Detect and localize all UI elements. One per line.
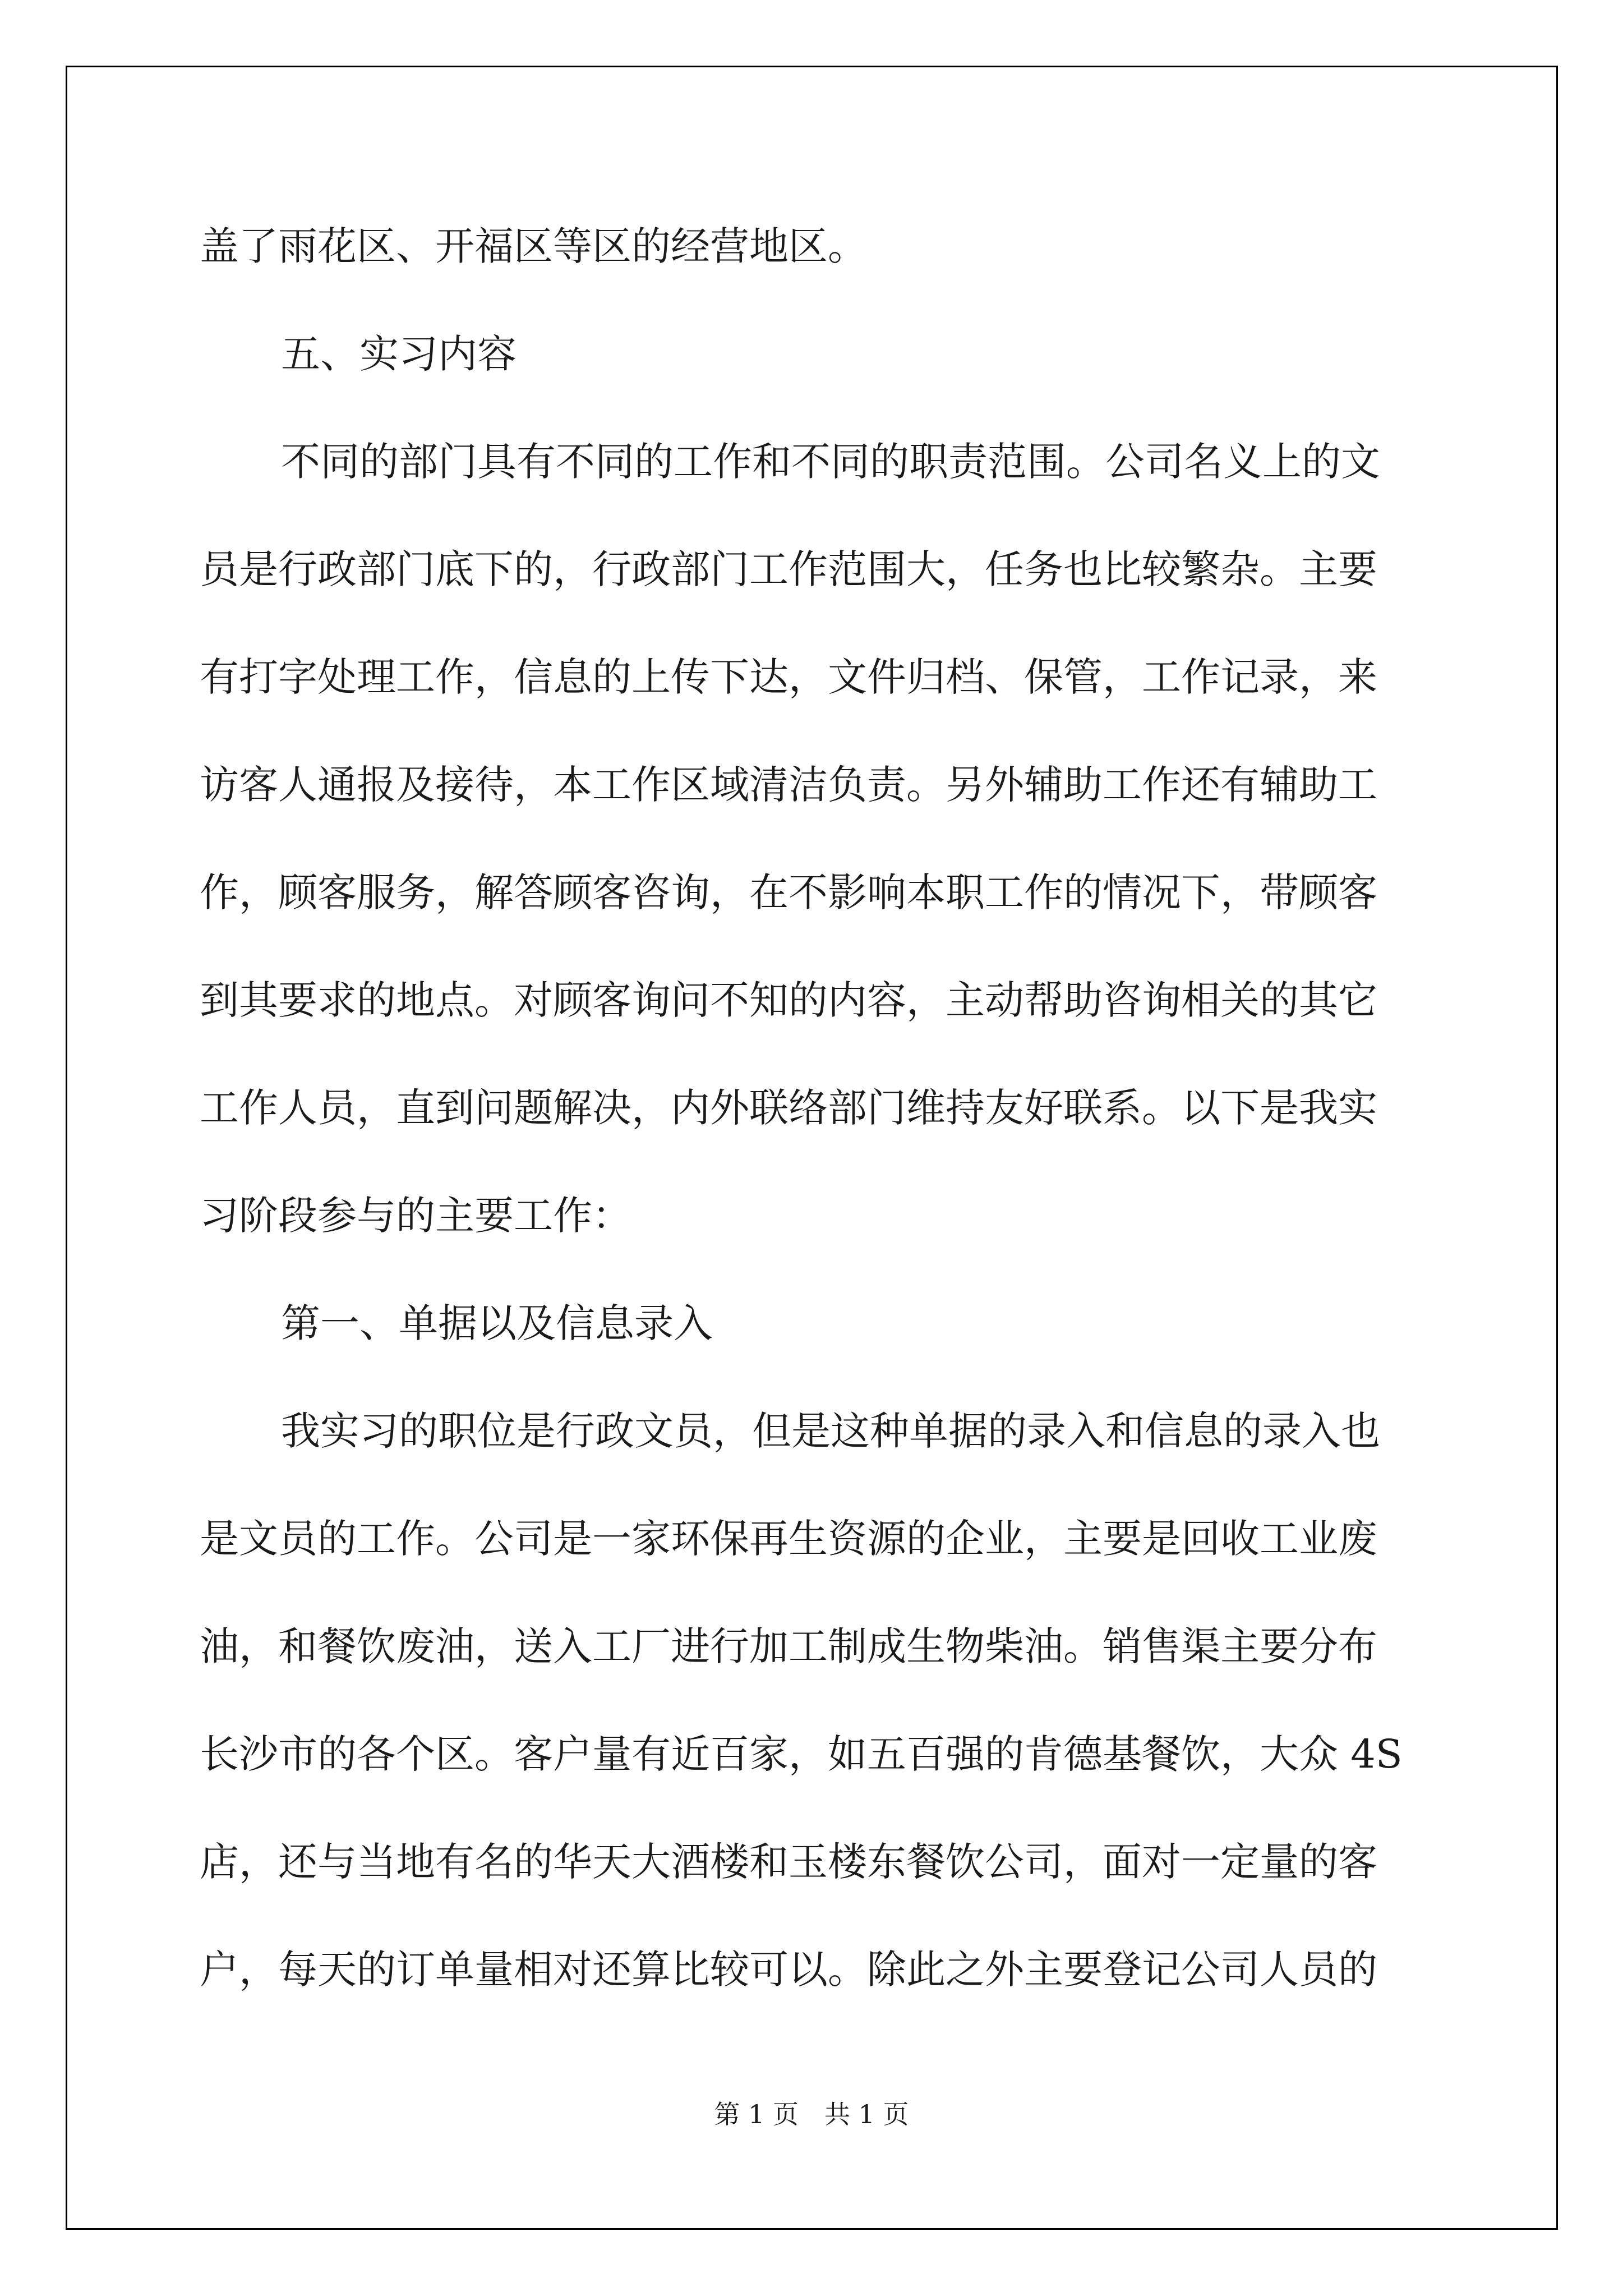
- paragraph-line: 店，还与当地有名的华天大酒楼和玉楼东餐饮公司，面对一定量的客: [200, 1839, 1377, 1885]
- section-heading: 第一、单据以及信息录入: [281, 1300, 713, 1346]
- paragraph-line: 到其要求的地点。对顾客询问不知的内容，主动帮助咨询相关的其它: [200, 977, 1377, 1023]
- section-heading: 五、实习内容: [281, 331, 517, 377]
- paragraph-line: 作，顾客服务，解答顾客咨询，在不影响本职工作的情况下，带顾客: [200, 869, 1377, 915]
- paragraph-line: 长沙市的各个区。客户量有近百家，如五百强的肯德基餐饮，大众 4S: [200, 1731, 1403, 1777]
- paragraph-line: 不同的部门具有不同的工作和不同的职责范围。公司名义上的文: [281, 439, 1380, 485]
- paragraph-line: 有打字处理工作，信息的上传下达，文件归档、保管，工作记录，来: [200, 654, 1377, 700]
- paragraph-line: 盖了雨花区、开福区等区的经营地区。: [200, 223, 867, 269]
- paragraph-line: 访客人通报及接待，本工作区域清洁负责。另外辅助工作还有辅助工: [200, 762, 1377, 808]
- paragraph-line: 工作人员，直到问题解决，内外联络部门维持友好联系。以下是我实: [200, 1085, 1377, 1131]
- paragraph-line: 户，每天的订单量相对还算比较可以。除此之外主要登记公司人员的: [200, 1947, 1377, 1993]
- paragraph-line: 习阶段参与的主要工作：: [200, 1193, 631, 1239]
- page-border: [66, 66, 1558, 2230]
- paragraph-line: 油，和餐饮废油，送入工厂进行加工制成生物柴油。销售渠主要分布: [200, 1623, 1377, 1669]
- page-number-footer: 第 1 页 共 1 页: [714, 2099, 909, 2129]
- paragraph-line: 是文员的工作。公司是一家环保再生资源的企业，主要是回收工业废: [200, 1516, 1377, 1562]
- paragraph-line: 我实习的职位是行政文员，但是这种单据的录入和信息的录入也: [281, 1408, 1380, 1454]
- paragraph-line: 员是行政部门底下的，行政部门工作范围大，任务也比较繁杂。主要: [200, 546, 1377, 592]
